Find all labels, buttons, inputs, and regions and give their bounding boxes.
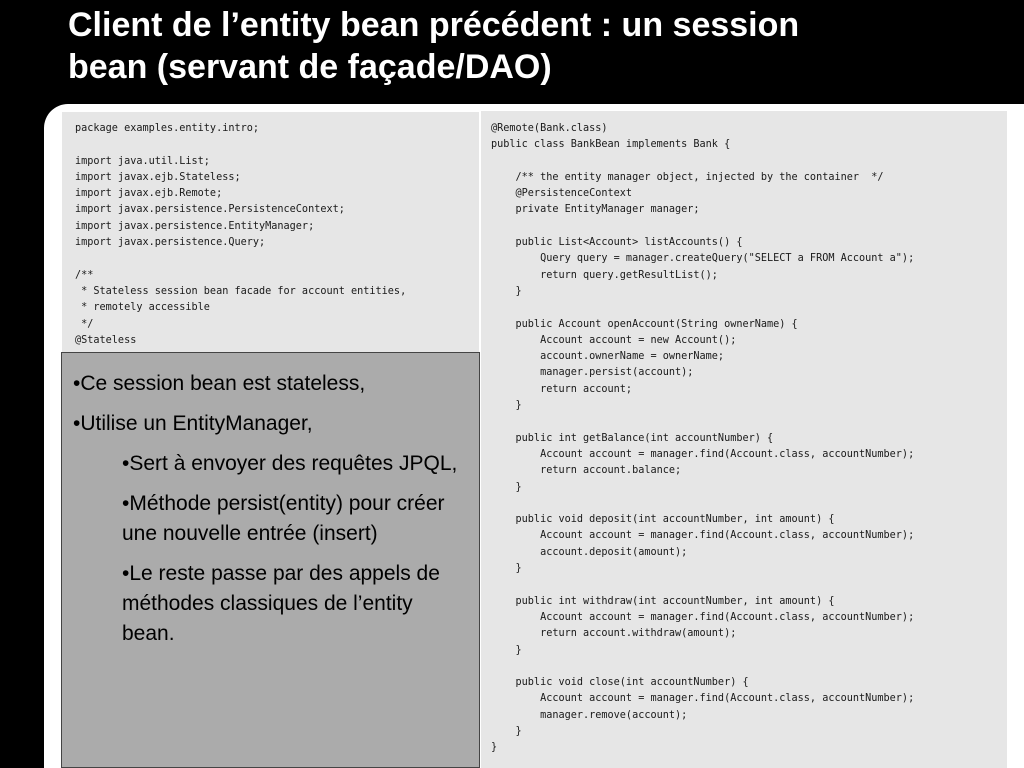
code-line: manager.remove(account); [491,709,688,721]
code-line: /** [75,269,94,281]
code-line: account.ownerName = ownerName; [491,351,725,363]
code-line: public Account openAccount(String ownerName) { [491,318,798,330]
code-line [491,496,1007,512]
code-line: public int withdraw(int accountNumber, int amount) { [491,595,835,607]
code-line: } [491,285,522,297]
code-listing-bankbean [481,111,1007,768]
code-line: public void close(int accountNumber) { [491,677,749,689]
code-line: public class BankBean implements Bank { [491,139,731,151]
code-line [491,219,1007,235]
code-line: public int getBalance(int accountNumber) { [491,432,774,444]
code-line: Account account = manager.find(Account.class, accountNumber); [491,693,915,705]
code-line: import javax.persistence.EntityManager; [75,220,315,232]
code-line: } [491,563,522,575]
code-line: } [491,481,522,493]
sub-bullet-jpql: •Sert à envoyer des requêtes JPQL, [122,452,458,475]
code-line: /** the entity manager object, injected by the container */ [491,171,884,183]
code-line: import javax.ejb.Remote; [75,188,223,200]
code-line: import javax.persistence.Query; [75,237,266,249]
code-line: @PersistenceContext [491,188,633,200]
code-line: Query query = manager.createQuery("SELECT a FROM Account a"); [491,253,915,265]
bullet-entitymanager: •Utilise un EntityManager, [73,412,313,435]
sub-bullet-rest: •Le reste passe par des appels de méthodes classiques de l’entity bean. [122,562,440,645]
code-line: @Stateless [75,334,137,346]
code-line [491,154,1007,170]
code-line [491,577,1007,593]
code-line: return account.balance; [491,465,682,477]
title-line-2: bean (servant de façade/DAO) [68,48,552,86]
code-line: Account account = manager.find(Account.class, accountNumber); [491,448,915,460]
code-line: } [491,742,498,754]
code-line [491,414,1007,430]
code-line: return account.withdraw(amount); [491,628,737,640]
code-line: } [491,400,522,412]
code-line: manager.persist(account); [491,367,694,379]
code-line: * Stateless session bean facade for account entities, [75,285,407,297]
sub-bullet-persist: •Méthode persist(entity) pour créer une nouvelle entrée (insert) [122,492,445,545]
code-line [491,659,1007,675]
code-line [75,251,479,267]
code-line: } [491,725,522,737]
bullet-stateless: •Ce session bean est stateless, [73,372,366,395]
code-line: import javax.ejb.Stateless; [75,171,241,183]
code-line: package examples.entity.intro; [75,123,260,134]
slide-title [68,4,1008,88]
code-line: Account account = new Account(); [491,334,737,346]
code-line: private EntityManager manager; [491,204,700,216]
code-line: account.deposit(amount); [491,546,688,558]
code-line: * remotely accessible [75,302,210,314]
code-line [75,137,479,153]
code-line: import javax.persistence.PersistenceContext; [75,204,345,216]
code-line: */ [75,318,94,330]
code-line: return query.getResultList(); [491,269,718,281]
code-line: public List<Account> listAccounts() { [491,237,743,249]
code-line: Account account = manager.find(Account.class, accountNumber); [491,611,915,623]
code-line: return account; [491,383,633,395]
code-listing-imports [62,112,479,352]
code-line: import java.util.List; [75,155,210,167]
code-line [491,300,1007,316]
code-line: } [491,644,522,656]
code-line: Account account = manager.find(Account.class, accountNumber); [491,530,915,542]
code-line: public void deposit(int accountNumber, int amount) { [491,514,835,526]
title-line-1: Client de l’entity bean précédent : un session [68,6,800,44]
code-line: @Remote(Bank.class) [491,123,608,134]
notes-box [61,352,480,768]
